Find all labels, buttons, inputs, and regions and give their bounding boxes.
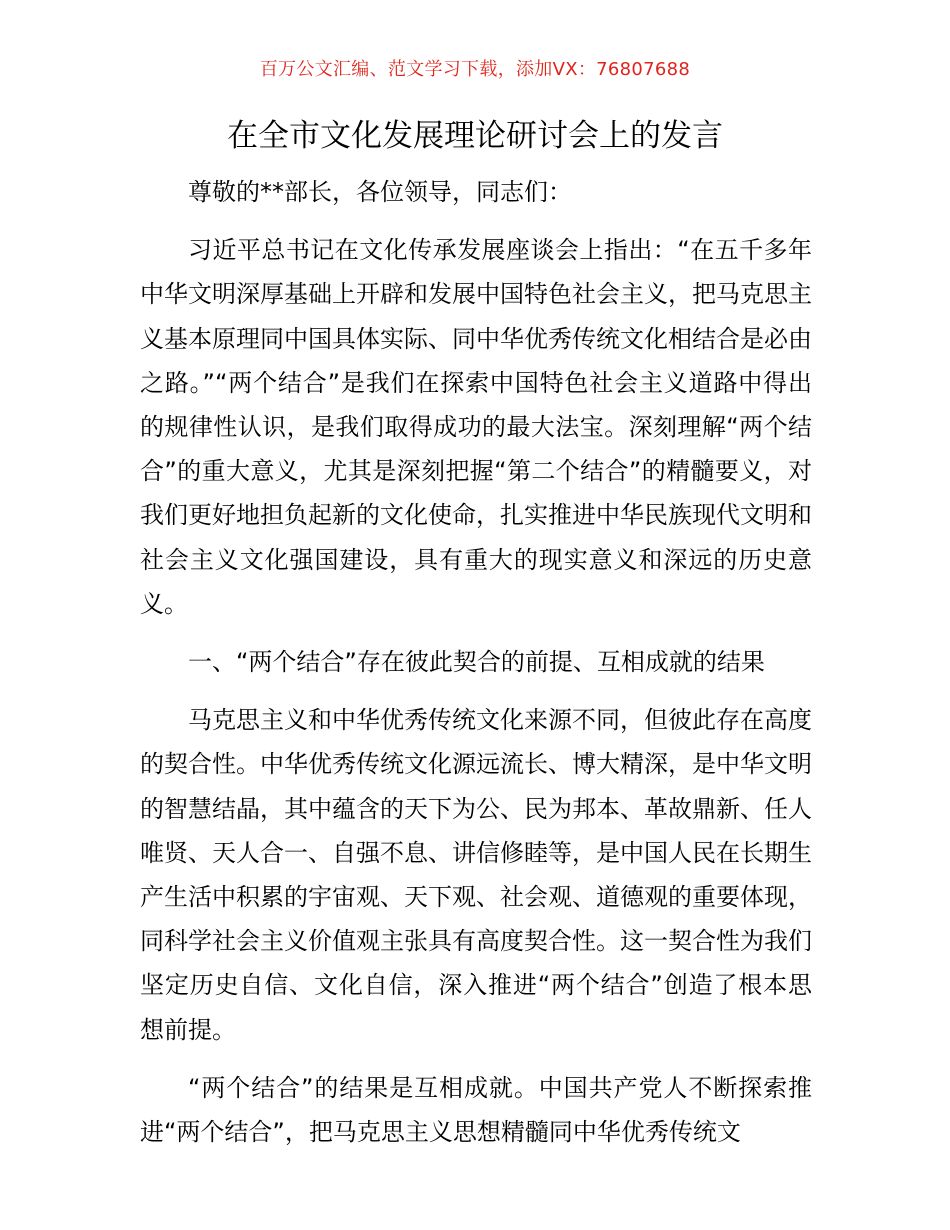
watermark-text: 百万公文汇编、范文学习下载，添加VX：76807688 (259, 59, 691, 80)
document-title: 在全市文化发展理论研讨会上的发言 (227, 118, 723, 154)
paragraph-intro: 习近平总书记在文化传承发展座谈会上指出：“在五千多年中华文明深厚基础上开辟和发展中国特色社会主义，把马克思主义基本原理同中国具体实际、同中华优秀传统文化相结合是必由之路。”“两个结合”是我们在探索中国特色社会主义道路中得出的规律性认识，是我们取得成功的最大法宝。深刻理解“两个结合”的重大意义，尤其是深刻把握“第二个结合”的精髓要义，对我们更好地担负起新的文化使命，扎实推进中华民族现代文明和社会主义文化强国建设，具有重大的现实意义和深远的历史意义。 (140, 236, 812, 618)
paragraph-compatibility: 马克思主义和中华优秀传统文化来源不同，但彼此存在高度的契合性。中华优秀传统文化源远流长、博大精深，是中华文明的智慧结晶，其中蕴含的天下为公、民为邦本、革故鼎新、任人唯贤、天人合一、自强不息、讲信修睦等，是中国人民在长期生产生活中积累的宇宙观、天下观、社会观、道德观的重要体现，同科学社会主义价值观主张具有高度契合性。这一契合性为我们坚定历史自信、文化自信，深入推进“两个结合”创造了根本思想前提。 (140, 706, 812, 1044)
paragraph-mutual-achievement: “两个结合”的结果是互相成就。中国共产党人不断探索推进“两个结合”，把马克思主义思想精髓同中华优秀传统文 (140, 1073, 812, 1147)
greeting: 尊敬的**部长，各位领导，同志们： (188, 178, 572, 206)
document-body (140, 170, 812, 1154)
section-heading: 一、“两个结合”存在彼此契合的前提、互相成就的结果 (188, 648, 765, 677)
